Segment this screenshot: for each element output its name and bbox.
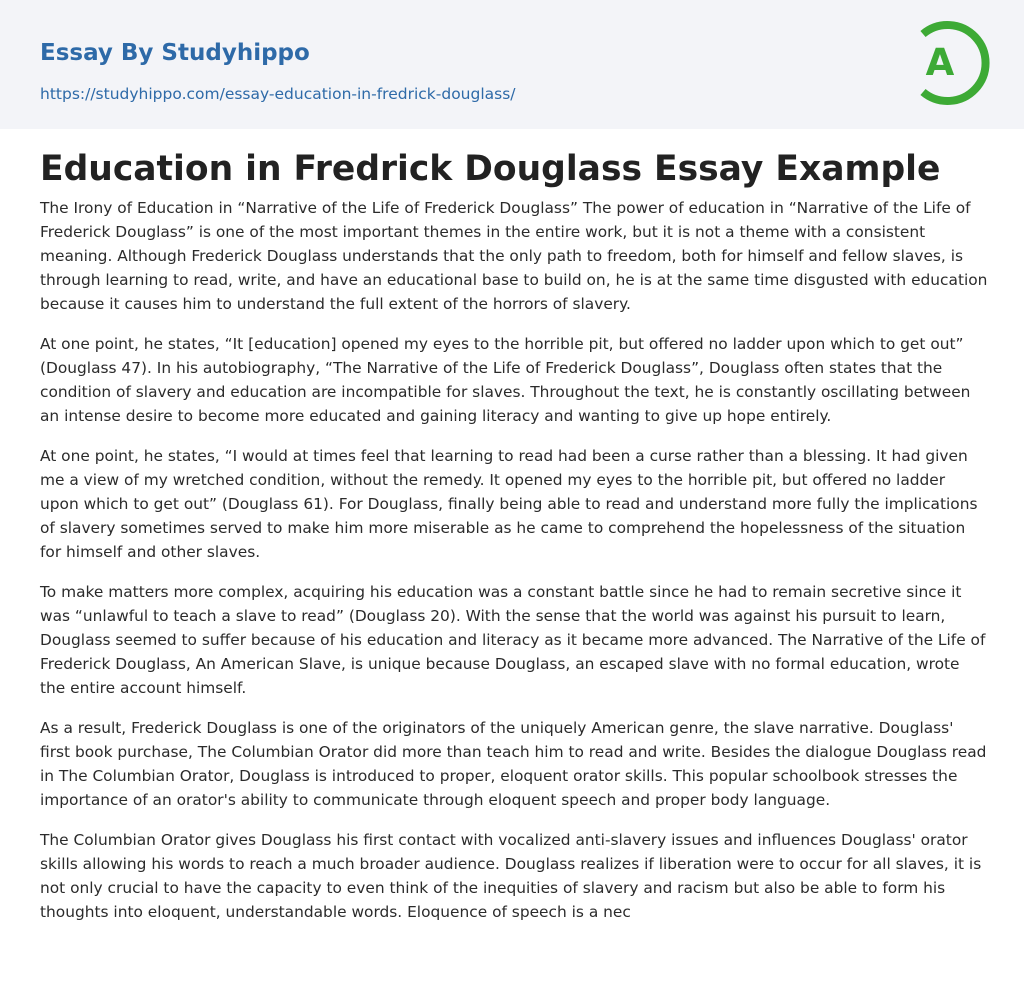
article	[40, 129, 988, 940]
logo-letter: A	[925, 41, 955, 84]
site-brand[interactable]: Essay By Studyhippo	[40, 40, 310, 66]
studyhippo-logo-icon[interactable]	[906, 18, 990, 108]
article-paragraph: At one point, he states, “I would at times feel that learning to read had been a curse rather than a blessing. It had given me a view of my wretched condition, without the remedy. It opened my eyes to the horrible pit, but offered no ladder upon which to get out” (Douglass 61). For Douglass, finally being able to read and understand more fully the implications of slavery sometimes served to make him more miserable as he came to comprehend the hopelessness of the situation for himself and other slaves.	[40, 447, 978, 561]
page-url-link[interactable]: https://studyhippo.com/essay-education-in-fredrick-douglass/	[40, 85, 516, 103]
site-header	[0, 0, 1024, 129]
article-paragraph: The Columbian Orator gives Douglass his first contact with vocalized anti-slavery issues and influences Douglass' orator skills allowing his words to reach a much broader audience. Douglass realizes if liberation were to occur for all slaves, it is not only crucial to have the capacity to even think of the inequities of slavery and racism but also be able to form his thoughts into eloquent, understandable words. Eloquence of speech is a nec	[40, 831, 982, 921]
article-paragraph: To make matters more complex, acquiring his education was a constant battle since he had to remain secretive since it was “unlawful to teach a slave to read” (Douglass 20). With the sense that the world was against his pursuit to learn, Douglass seemed to suffer because of his education and literacy as it became more advanced. The Narrative of the Life of Frederick Douglass, An American Slave, is unique because Douglass, an escaped slave with no formal education, wrote the entire account himself.	[40, 583, 986, 697]
article-body	[40, 196, 988, 924]
article-paragraph: At one point, he states, “It [education] opened my eyes to the horrible pit, but offered no ladder upon which to get out” (Douglass 47). In his autobiography, “The Narrative of the Life of Frederick Douglass”, Douglass often states that the condition of slavery and education are incompatible for slaves. Throughout the text, he is constantly oscillating between an intense desire to become more educated and gaining literacy and wanting to give up hope entirely.	[40, 335, 971, 425]
page-title: Education in Fredrick Douglass Essay Example	[40, 149, 941, 189]
article-paragraph: The Irony of Education in “Narrative of the Life of Frederick Douglass” The power of education in “Narrative of the Life of Frederick Douglass” is one of the most important themes in the entire work, but it is not a theme with a consistent meaning. Although Frederick Douglass understands that the only path to freedom, both for himself and fellow slaves, is through learning to read, write, and have an educational base to build on, he is at the same time disgusted with education because it causes him to understand the full extent of the horrors of slavery.	[40, 199, 988, 313]
article-paragraph: As a result, Frederick Douglass is one of the originators of the uniquely American genre, the slave narrative. Douglass' first book purchase, The Columbian Orator did more than teach him to read and write. Besides the dialogue Douglass read in The Columbian Orator, Douglass is introduced to proper, eloquent orator skills. This popular schoolbook stresses the importance of an orator's ability to communicate through eloquent speech and proper body language.	[40, 719, 987, 809]
